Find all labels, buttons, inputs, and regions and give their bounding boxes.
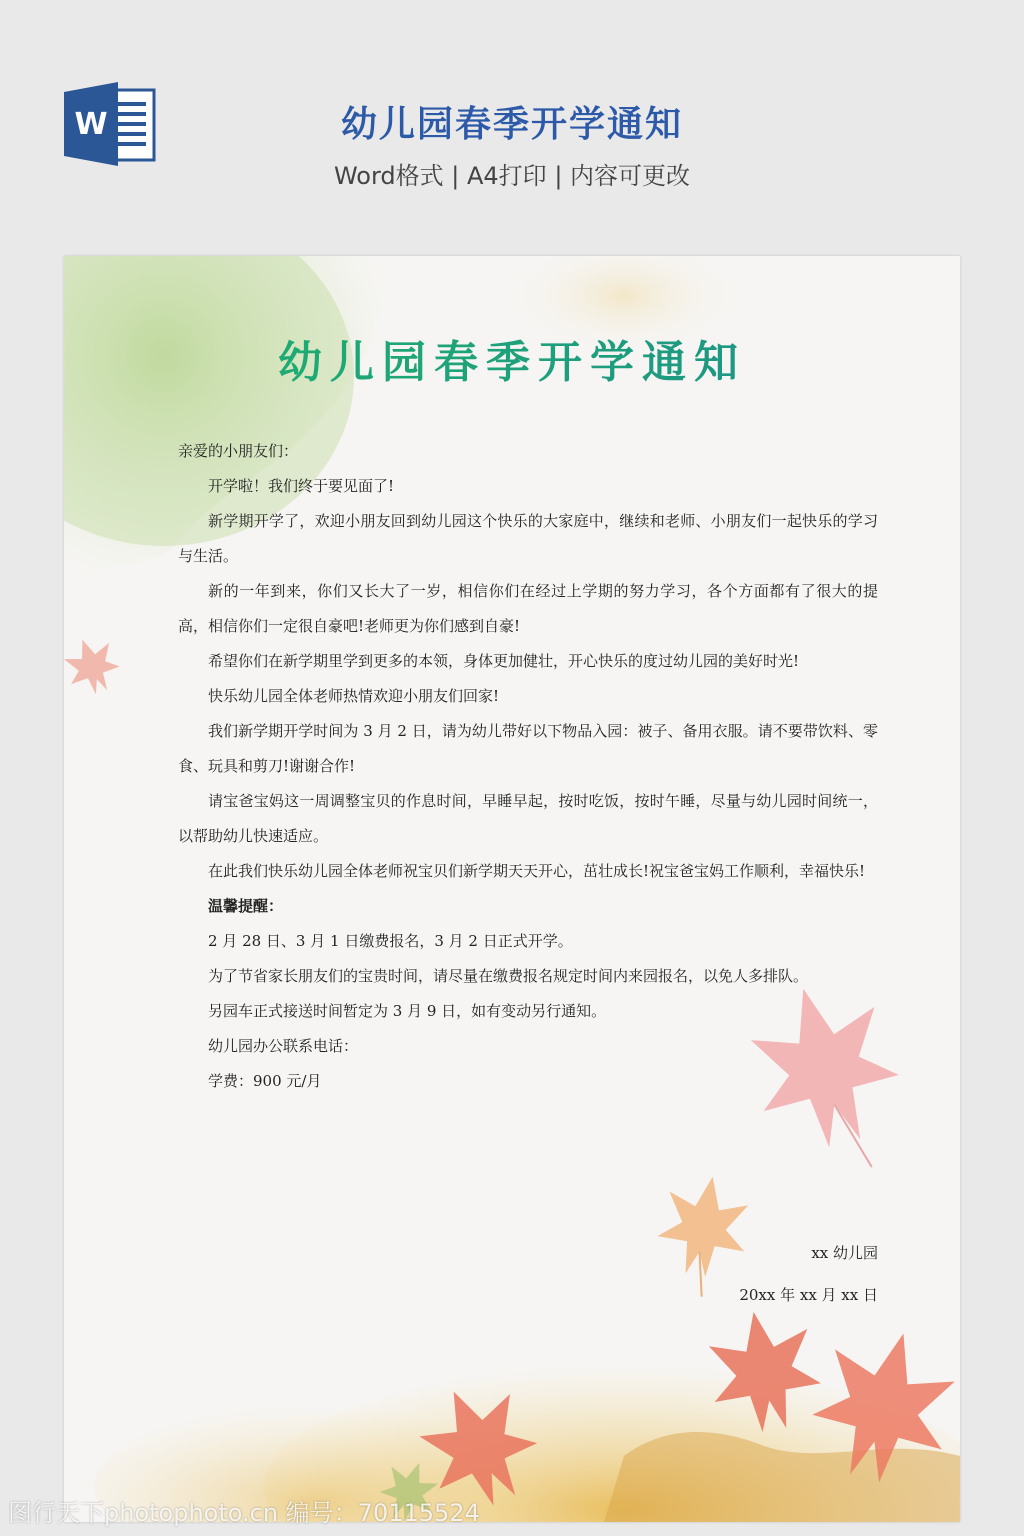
header-title: 幼儿园春季开学通知 — [340, 104, 683, 145]
document-title: 幼儿园春季开学通知 — [64, 326, 960, 390]
paragraph: 在此我们快乐幼儿园全体老师祝宝贝们新学期天天开心，茁壮成长!祝宝爸宝妈工作顺利，幸福快乐! — [208, 862, 866, 880]
watermark: 图行天下photophoto.cn 编号：70115524 — [8, 1499, 480, 1527]
reminder-item: 学费：900 元/月 — [208, 1072, 322, 1090]
reminder-item: 幼儿园办公联系电话： — [208, 1037, 359, 1055]
paragraph: 希望你们在新学期里学到更多的本领，身体更加健壮，开心快乐的度过幼儿园的美好时光! — [208, 652, 800, 670]
paragraph: 新的一年到来，你们又长大了一岁，相信你们在经过上学期的努力学习，各个方面都有了很大的提高，相信你们一定很自豪吧!老师更为你们感到自豪! — [178, 582, 878, 635]
reminder-item: 另园车正式接送时间暂定为 3 月 9 日，如有变动另行通知。 — [208, 1002, 607, 1020]
signature-date: 20xx 年 xx 月 xx 日 — [739, 1286, 878, 1304]
paragraph: 我们新学期开学时间为 3 月 2 日，请为幼儿带好以下物品入园：被子、备用衣服。请不要带饮料、零食、玩具和剪刀!谢谢合作! — [178, 722, 878, 775]
paragraph: 开学啦！我们终于要见面了! — [208, 477, 395, 495]
paragraph: 快乐幼儿园全体老师热情欢迎小朋友们回家! — [208, 687, 500, 705]
signature: xx 幼儿园 — [811, 1244, 878, 1262]
header-subtitle: Word格式 | A4打印 | 内容可更改 — [333, 162, 691, 190]
document-page — [64, 256, 960, 1522]
maple-leaf-left — [64, 631, 126, 701]
paragraph: 新学期开学了，欢迎小朋友回到幼儿园这个快乐的大家庭中，继续和老师、小朋友们一起快乐的学习与生活。 — [178, 512, 878, 565]
reminder-heading: 温馨提醒： — [208, 897, 284, 915]
reminder-item: 2 月 28 日、3 月 1 日缴费报名，3 月 2 日正式开学。 — [208, 932, 573, 950]
reminder-item: 为了节省家长朋友们的宝贵时间，请尽量在缴费报名规定时间内来园报名，以免人多排队。 — [208, 967, 809, 985]
greeting: 亲爱的小朋友们： — [178, 442, 299, 460]
maple-leaf-orange — [649, 1169, 757, 1302]
page-header — [0, 0, 1024, 250]
word-icon-letter: W — [74, 107, 108, 142]
paragraph: 请宝爸宝妈这一周调整宝贝的作息时间，早睡早起，按时吃饭，按时午睡，尽量与幼儿园时间统一，以帮助幼儿快速适应。 — [178, 792, 878, 845]
document-body — [178, 434, 878, 1099]
